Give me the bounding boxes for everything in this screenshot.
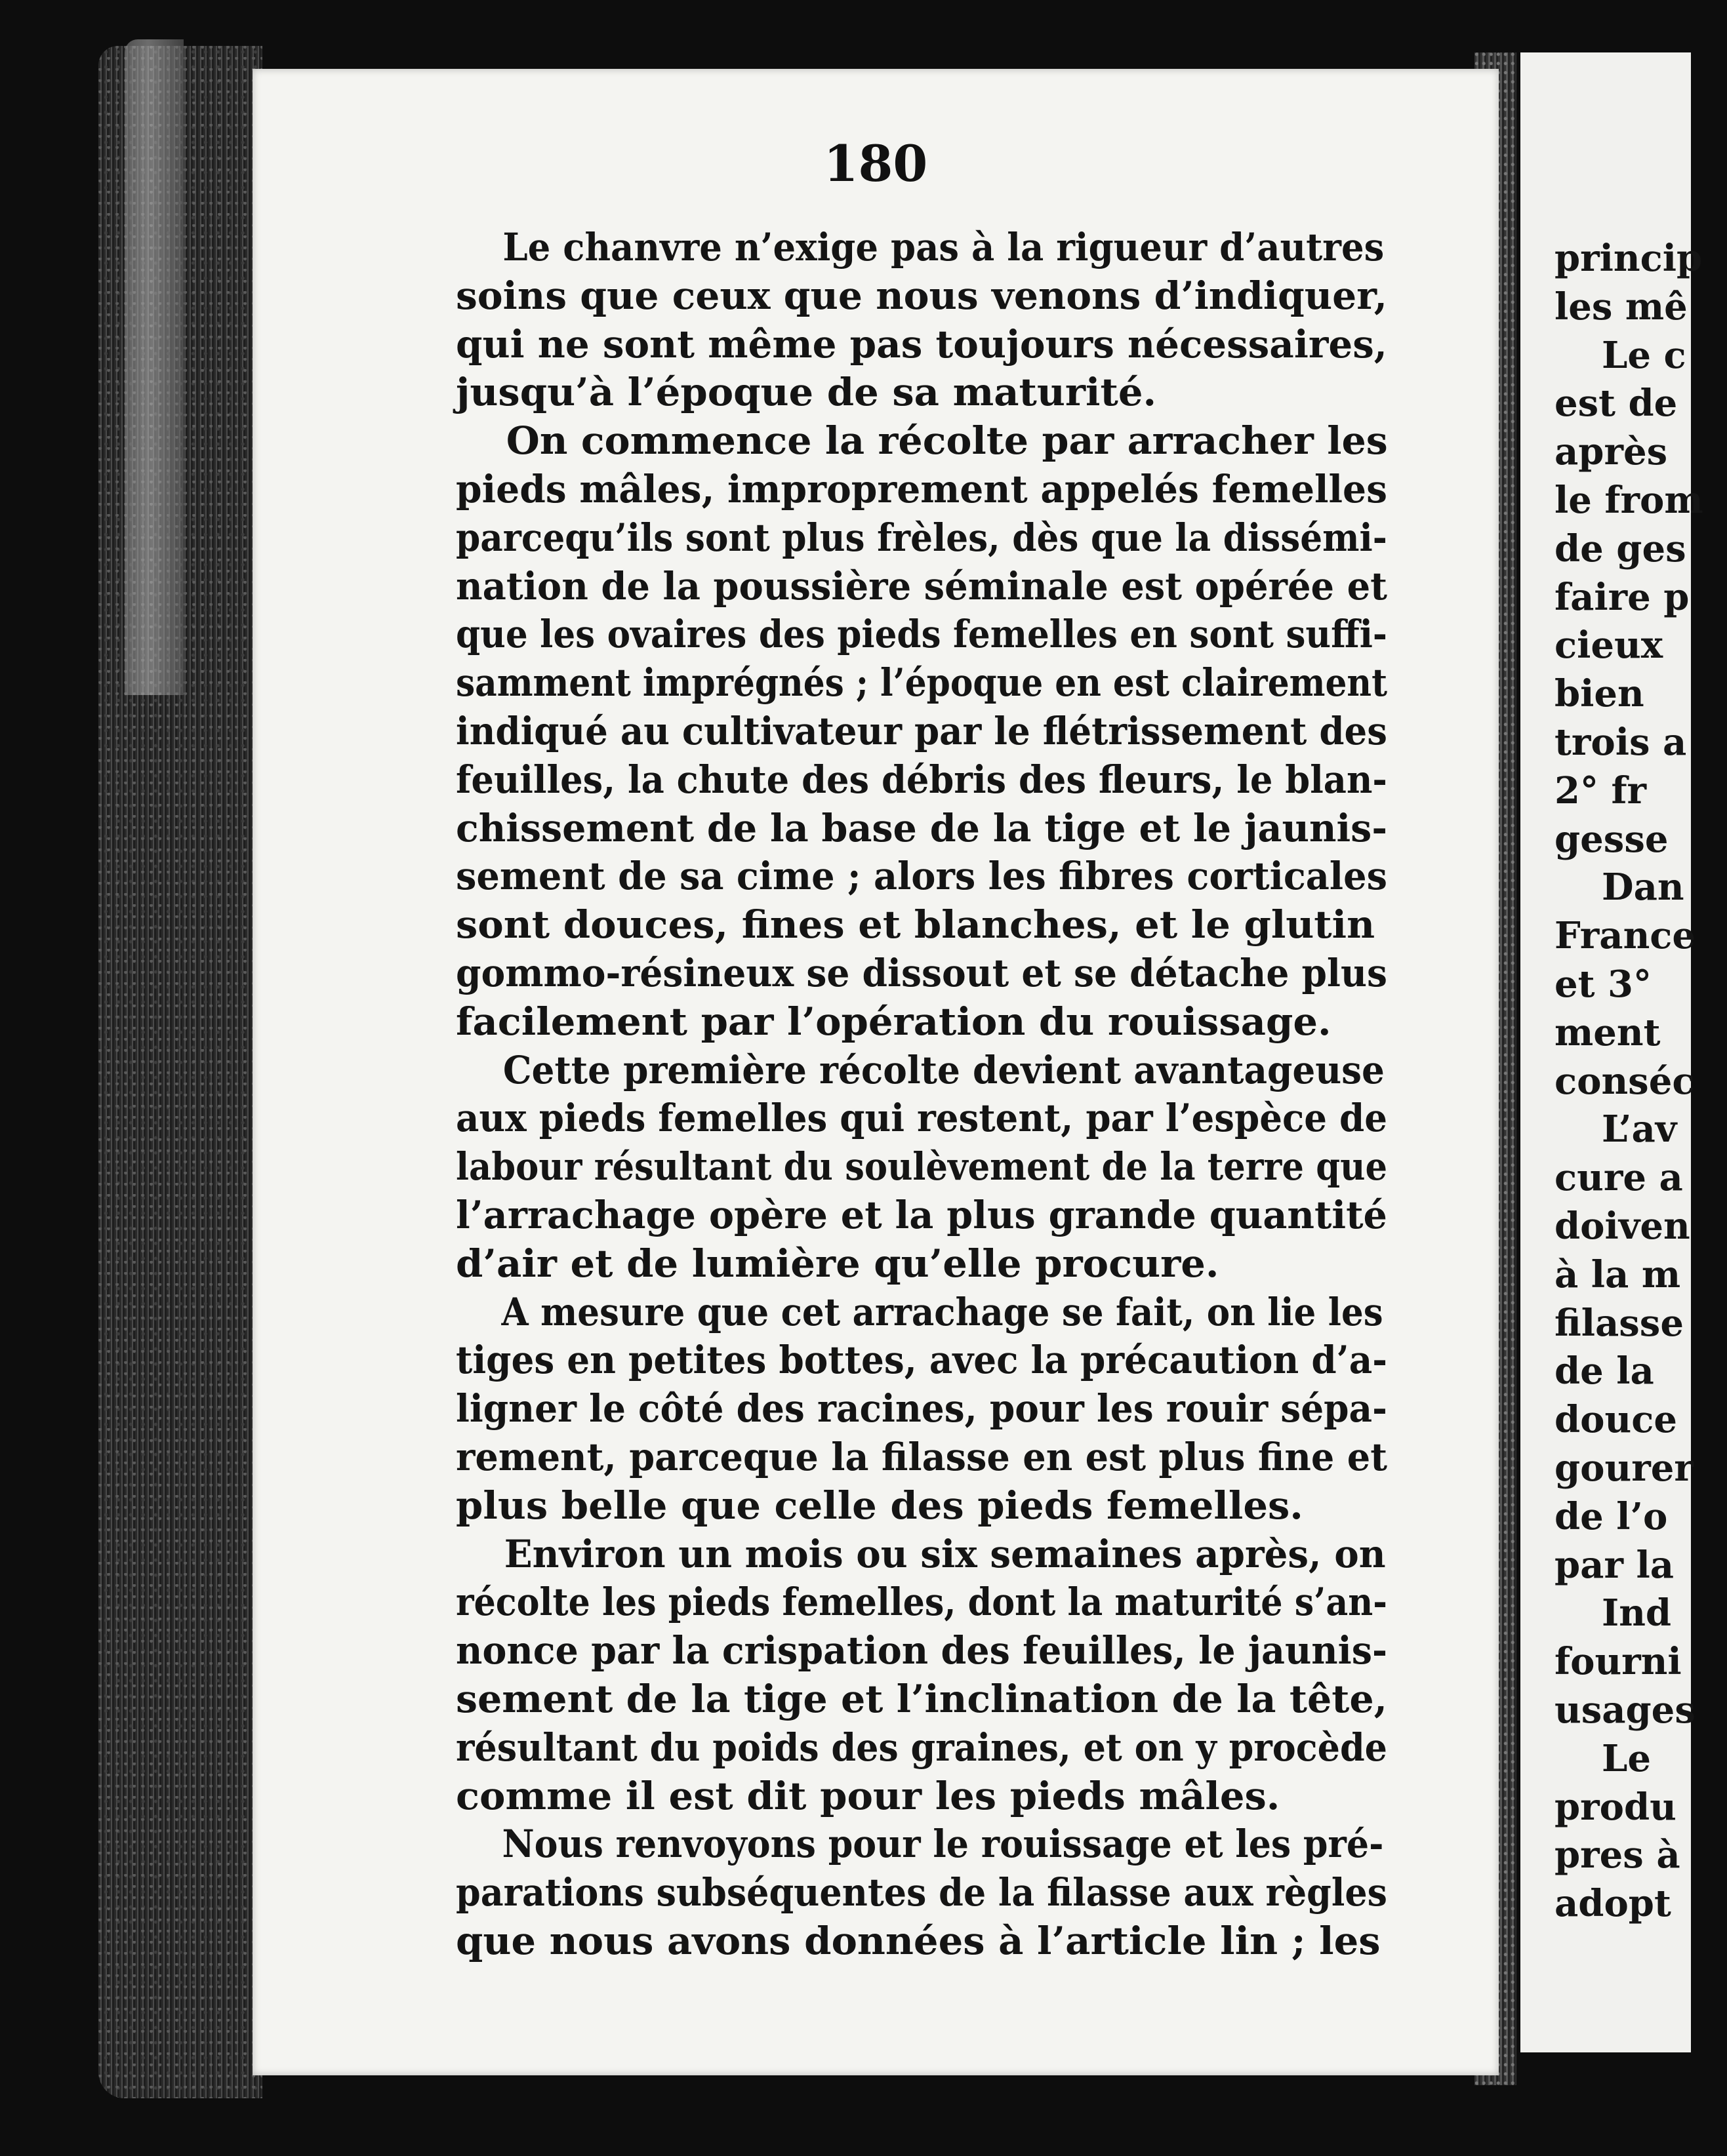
text-line: pieds mâles, improprement appelés femelles <box>456 466 1388 511</box>
text-line: On commence la récolte par arracher les <box>506 418 1388 464</box>
text-line: Le <box>1602 1736 1652 1780</box>
text-line: récolte les pieds femelles, dont la maturité s’an- <box>456 1580 1387 1625</box>
text-line: cieux <box>1554 624 1663 668</box>
text-line: ment <box>1554 1010 1661 1054</box>
text-line: résultant du poids des graines, et on y procède <box>456 1725 1387 1770</box>
text-line: Nous renvoyons pour le rouissage et les pré- <box>502 1822 1384 1867</box>
text-line: est de <box>1554 382 1678 426</box>
text-line: nonce par la crispation des feuilles, le jaunis- <box>456 1628 1388 1673</box>
text-line: conséc <box>1554 1059 1695 1103</box>
text-line: facilement par l’opération du rouissage. <box>456 999 1331 1044</box>
text-line: l’arrachage opère et la plus grande quantité <box>456 1192 1387 1237</box>
text-line: qui ne sont même pas toujours nécessaires, <box>456 321 1387 367</box>
text-line: gesse <box>1554 817 1669 861</box>
text-line: Dan <box>1602 866 1684 909</box>
text-line: labour résultant du soulèvement de la terre que <box>456 1144 1387 1189</box>
text-line: filasse <box>1554 1301 1684 1345</box>
text-line: que les ovaires des pieds femelles en sont suffi- <box>456 612 1387 657</box>
text-line: comme il est dit pour les pieds mâles. <box>456 1773 1280 1818</box>
right-page <box>1520 52 1703 2052</box>
text-line: Ind <box>1602 1591 1672 1635</box>
text-line: de l’o <box>1554 1494 1668 1538</box>
text-line: A mesure que cet arrachage se fait, on lie les <box>501 1289 1383 1334</box>
text-line: chissement de la base de la tige et le jaunis- <box>456 805 1388 850</box>
text-line: feuilles, la chute des débris des fleurs, le blan- <box>456 757 1387 802</box>
text-line: 2° fr <box>1554 769 1647 812</box>
text-line: adopt <box>1554 1882 1671 1926</box>
text-line: les mê <box>1554 285 1688 329</box>
text-line: bien <box>1554 672 1644 716</box>
text-line: doiven <box>1554 1204 1690 1248</box>
text-line: de la <box>1554 1349 1654 1393</box>
text-line: sement de la tige et l’inclination de la tête, <box>456 1676 1388 1721</box>
text-line: princip <box>1554 237 1703 280</box>
text-line: Cette première récolte devient avantageuse <box>502 1047 1385 1092</box>
text-line: d’air et de lumière qu’elle procure. <box>456 1241 1219 1286</box>
text-line: gommo-résineux se dissout et se détache plus <box>456 950 1387 995</box>
text-line: parcequ’ils sont plus frèles, dès que la dissémi- <box>456 515 1387 560</box>
right-page-body <box>1554 235 1703 1928</box>
text-line: Le c <box>1602 333 1686 377</box>
text-line: sont douces, fines et blanches, et le glutin <box>456 902 1375 948</box>
text-line: sement de sa cime ; alors les fibres corticales <box>456 854 1388 899</box>
text-line: le from <box>1554 478 1703 522</box>
page-body <box>456 224 1702 1966</box>
text-line: par la <box>1554 1543 1674 1587</box>
text-line: plus belle que celle des pieds femelles. <box>456 1483 1303 1528</box>
text-line: tiges en petites bottes, avec la précaution d’a- <box>456 1338 1388 1383</box>
text-line: indiqué au cultivateur par le flétrissement des <box>456 708 1387 753</box>
text-line: cure a <box>1554 1156 1683 1200</box>
text-line: produ <box>1554 1785 1676 1829</box>
text-line: et 3° <box>1554 962 1652 1006</box>
text-line: trois a <box>1554 720 1687 764</box>
text-line: douce <box>1554 1398 1677 1442</box>
text-line: L’av <box>1602 1108 1677 1151</box>
text-line: gourer <box>1554 1446 1694 1490</box>
text-line: à la m <box>1554 1252 1681 1296</box>
text-line: Le chanvre n’exige pas à la rigueur d’autres <box>502 225 1385 270</box>
text-line: nation de la poussière séminale est opérée et <box>456 563 1387 609</box>
text-line: ligner le côté des racines, pour les rouir sépa- <box>456 1386 1387 1431</box>
text-line: rement, parceque la filasse en est plus fine et <box>456 1434 1387 1479</box>
text-line: faire p <box>1554 575 1690 619</box>
text-line: samment imprégnés ; l’époque en est clairement <box>456 660 1388 706</box>
text-line: parations subséquentes de la filasse aux règles <box>456 1870 1387 1915</box>
left-page <box>253 69 1499 2075</box>
text-line: que nous avons données à l’article lin ; les <box>456 1918 1381 1963</box>
text-line: après <box>1554 430 1668 474</box>
text-line: pres à <box>1554 1833 1680 1877</box>
text-line: de ges <box>1554 527 1686 570</box>
text-line: Environ un mois ou six semaines après, on <box>504 1531 1386 1576</box>
text-line: jusqu’à l’époque de sa maturité. <box>456 370 1157 415</box>
text-line: aux pieds femelles qui restent, par l’espèce de <box>456 1096 1388 1141</box>
text-line: France <box>1554 914 1696 958</box>
text-line: usages <box>1554 1688 1696 1732</box>
page-number: 180 <box>823 134 928 193</box>
text-line: fourni <box>1554 1640 1682 1684</box>
text-line: soins que ceux que nous venons d’indiquer, <box>456 273 1388 318</box>
page-bleed <box>125 39 184 695</box>
